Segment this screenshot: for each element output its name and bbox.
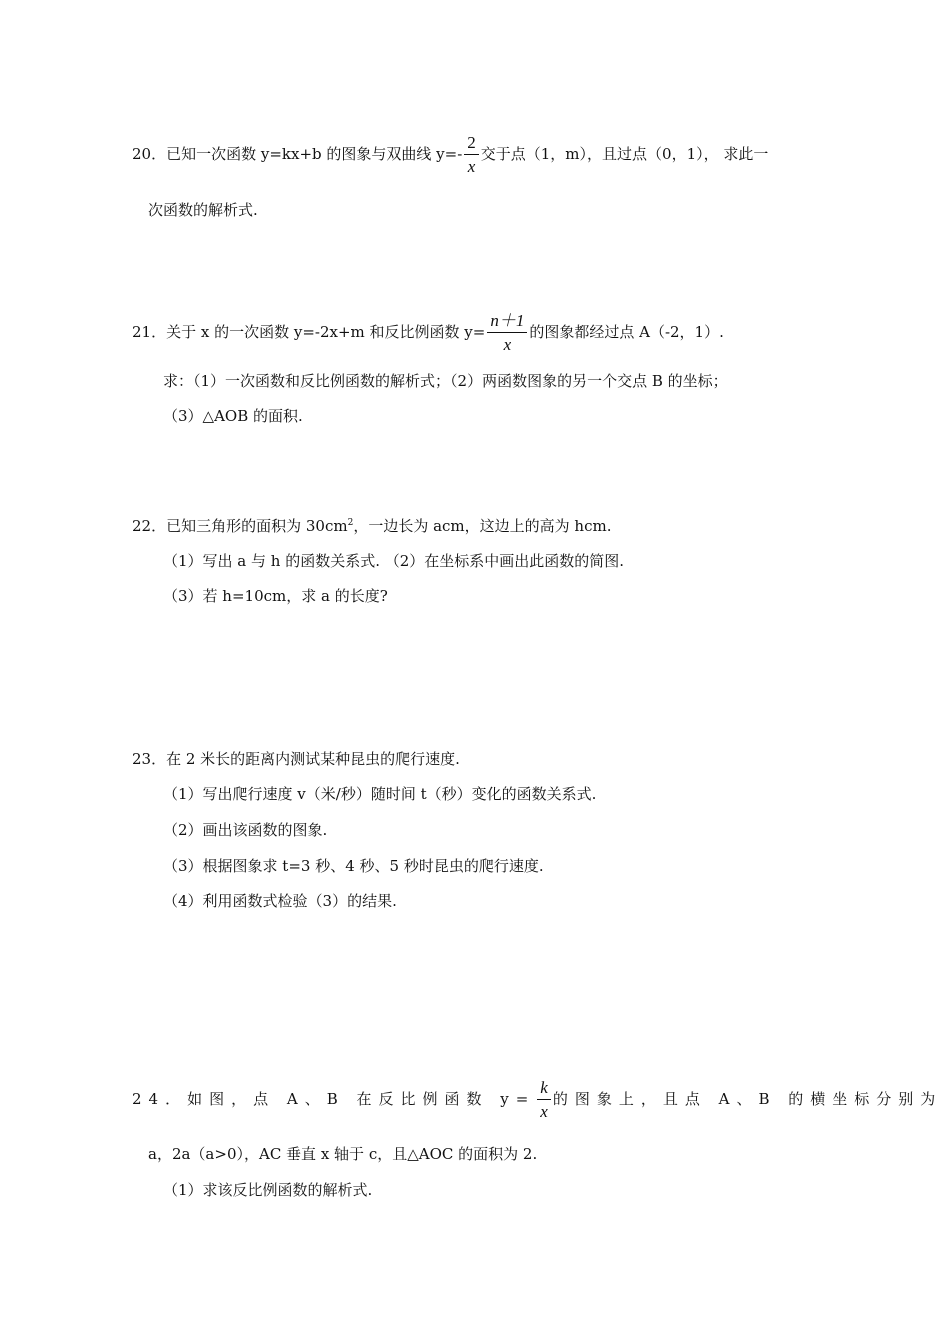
q22-line3 (163, 586, 388, 606)
q20-line1 (132, 134, 768, 176)
q24-text-suffix: 的图象上，且点 A、B 的横坐标分别为 (552, 1090, 943, 1108)
q24-frac-denominator: x (540, 1102, 548, 1121)
q24-line1 (132, 1079, 942, 1121)
q22-superscript: 2 (347, 518, 354, 528)
q22-text-line1b: ，一边长为 acm，这边上的高为 hcm. (353, 517, 612, 535)
q23-text-line1: 23．在 2 米长的距离内测试某种昆虫的爬行速度. (132, 750, 460, 768)
q20-text-line2: 次函数的解析式. (148, 201, 258, 219)
q21-frac-numerator: n＋1 (487, 312, 527, 333)
q21-text-prefix: 21．关于 x 的一次函数 y=-2x+m 和反比例函数 y= (132, 323, 486, 341)
q20-line2 (148, 200, 258, 220)
q23-line3 (163, 820, 327, 840)
q24-line2 (148, 1144, 537, 1164)
q20-text-suffix: 交于点（1，m），且过点（0，1）， 求此一 (480, 145, 769, 163)
q21-line2 (163, 371, 728, 391)
q20-frac-numerator: 2 (464, 134, 479, 155)
q20-text-prefix: 20．已知一次函数 y=kx+b 的图象与双曲线 y=- (132, 145, 463, 163)
q22-line2 (163, 551, 624, 571)
q20-fraction (464, 134, 479, 176)
q21-text-suffix: 的图象都经过点 A（-2，1）. (529, 323, 724, 341)
q23-line5 (163, 891, 397, 911)
q22-text-line1a: 22．已知三角形的面积为 30cm (132, 517, 348, 535)
q23-text-line5: （4）利用函数式检验（3）的结果. (163, 892, 397, 910)
q21-text-line2: 求：（1）一次函数和反比例函数的解析式；（2）两函数图象的另一个交点 B 的坐标； (163, 372, 728, 390)
q21-line1 (132, 312, 724, 354)
q22-text-line2: （1）写出 a 与 h 的函数关系式. （2）在坐标系中画出此函数的简图. (163, 552, 625, 570)
q24-fraction (537, 1079, 551, 1121)
q22-line1 (132, 516, 611, 536)
q23-line4 (163, 856, 544, 876)
q22-text-line3: （3）若 h=10cm，求 a 的长度? (163, 587, 388, 605)
q21-frac-denominator: x (503, 335, 512, 354)
q20-frac-denominator: x (467, 157, 476, 176)
q24-line3 (163, 1180, 372, 1200)
q23-text-line2: （1）写出爬行速度 v（米/秒）随时间 t（秒）变化的函数关系式. (163, 785, 597, 803)
q21-text-line3: （3）△AOB 的面积. (163, 407, 303, 425)
q21-fraction (487, 312, 527, 354)
q24-frac-numerator: k (537, 1079, 551, 1100)
q24-text-line3: （1）求该反比例函数的解析式. (163, 1181, 373, 1199)
q21-line3 (163, 406, 303, 426)
q24-text-line2: a，2a（a>0），AC 垂直 x 轴于 c，且△AOC 的面积为 2. (148, 1145, 538, 1163)
q24-text-prefix: 24．如图，点 A、B 在反比例函数 y= (132, 1090, 536, 1108)
q23-text-line4: （3）根据图象求 t=3 秒、4 秒、5 秒时昆虫的爬行速度. (163, 857, 544, 875)
q23-text-line3: （2）画出该函数的图象. (163, 821, 328, 839)
q23-line2 (163, 784, 596, 804)
q23-line1 (132, 749, 460, 769)
